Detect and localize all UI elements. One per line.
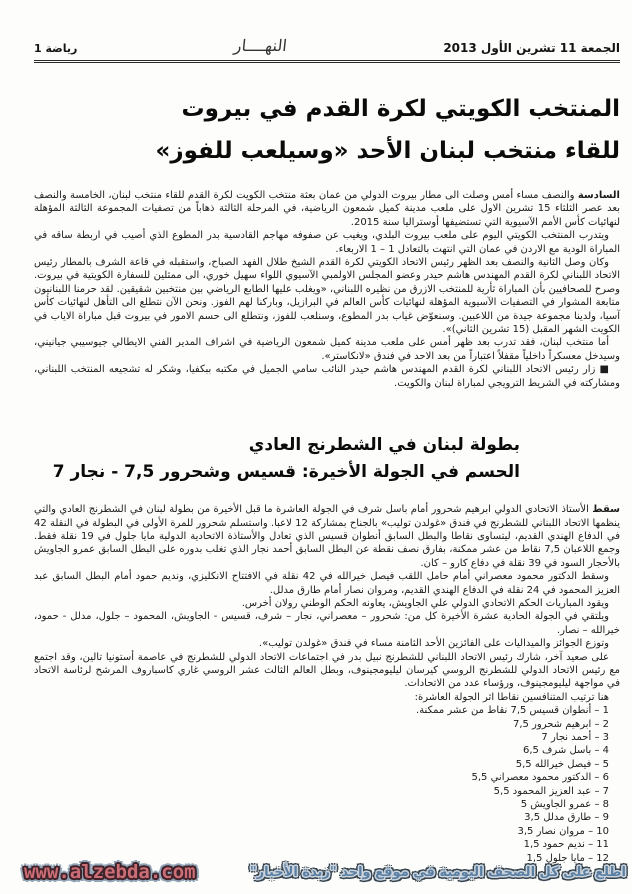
football-headline-line1: المنتخب الكويتي لكرة القدم في بيروت (181, 96, 620, 122)
chess-headline (34, 432, 520, 486)
standings-row: 10 – مروان نصار 3,5 (517, 825, 609, 837)
standings-row: 7 – عبد العزيز المحمود 5,5 (493, 785, 609, 797)
paragraph: ■ زار رئيس الاتحاد اللبناني لكرة القدم المهندس هاشم حيدر النائب سامي الجميل في مكتبه ببكفيا، وشكر له تشجيعه المنتخب اللبناني، ومشاركته في الشريط الترويجي لمباراة لبنان والكويت. (34, 364, 620, 389)
newspaper-logo: النهــــار (232, 36, 288, 55)
promo-url[interactable]: www.alzebda.com (24, 861, 196, 883)
standings-intro: هنا ترتيب المتنافسين نقاطا اثر الجولة العاشرة: (414, 691, 609, 703)
standings-list (34, 704, 620, 865)
paragraph: ويقود المباريات الحكم الاتحادي الدولي علي الجاويش، يعاونه الحكم الوطني رولان أخرس. (241, 597, 609, 609)
chess-headline-line2: الحسم في الجولة الأخيرة: قسيس وشحرور 7,5 - نجار 7 (52, 462, 520, 483)
promo-slogan: اطلع على كل الصحف اليومية في موقع واحد "زبدة الأخبار" (249, 864, 626, 880)
football-headline-line2: للقاء منتخب لبنان الأحد «وسيلعب للفوز» (155, 138, 620, 164)
standings-row: 5 – فيصل خيرالله 5,5 (515, 758, 609, 770)
standings-row: 11 – نديم حمود 1,5 (523, 839, 609, 851)
article-football-body (34, 189, 620, 390)
standings-row: 8 – عمرو الجاويش 5 (520, 799, 609, 811)
paragraph: وتوزع الجوائز والميداليات على الفائزين الأحد الثامنة مساء في فندق «غولدن توليب». (258, 638, 609, 650)
paragraph: على صعيد آخر، شارك رئيس الاتحاد اللبناني للشطرنج نبيل بدر في اجتماعات الاتحاد الدولي للشطرنج في عاصمة أستونيا تالين، وقد اجتمع مع رئيس الاتحاد الدولي للشطرنج الروسي كيرسان ليليومجينوف، وبطل العالم الثالث عشر الروسي غاري كاسباروف المرشح لرئاسة الاتحاد في مواجهة ليليومجينوف، ورؤساء عدد من الاتحادات. (34, 651, 620, 690)
page-header (34, 36, 620, 63)
paragraph: وسقط الدكتور محمود معصراني أمام حامل اللقب فيصل خيرالله في 42 نقلة في الافتتاح الانكليزي، ونديم حمود أمام البطل السابق عبد العزيز المحمود في 24 نقلة في الدفاع الهندي القديم، ومروان نصار أمام طارق مدلل. (34, 571, 620, 596)
paragraph: وكان وصل الثانية والنصف بعد الظهر رئيس الاتحاد الكويتي لكرة القدم الشيخ طلال الفهد الصباح، واستقبله في قاعة الشرف بالمطار رئيس الاتحاد اللبناني لكرة القدم المهندس هاشم حيدر وعضو المجلس الاولمبي الآسيوي اللواء سهيل خوري، الى ممثلين للسفارة الكويتية في بيروت. وصرح للصحافيين بأن المباراة ثأرية للمنتخب الازرق من نظيره اللبناني، «ويغلب عليها الطابع الرياضي بين منتخبين شقيقين. لقد حرمنا اللبنانيون متابعة المشوار في التصفيات الآسيوية المؤهلة لنهائيات كأس العالم في البرازيل، وباركنا لهم الفوز. ونحن الآن نتطلع الى التأهل لنهائيات كأس آسيا، ولدينا مجموعة جيدة من اللاعبين. وسنعوّض غياب بدر المطوع، وسنلعب للفوز، ونتطلع الى حسم الامور في بيروت قبل مباراة الاياب في الكويت الشهر المقبل (15 تشرين الثاني)». (34, 257, 620, 336)
paragraph: ويلتقي في الجولة الحادية عشرة الأخيرة كل من: شحرور – معصراني، نجار – شرف، قسيس - الجاويش، المحمود – جلول، مدلل - حمود، خيرالله – نصار. (34, 611, 620, 636)
lead-word: السادسة (577, 190, 620, 201)
standings-row: 9 – طارق مدلل 3,5 (524, 812, 609, 824)
lead-word: سقط (592, 504, 620, 516)
football-headline (34, 88, 620, 172)
standings-row: 3 – أحمد نجار 7 (541, 732, 609, 743)
promo-banner (0, 854, 632, 890)
standings-row: 4 – باسل شرف 6,5 (522, 745, 609, 757)
paragraph: أما منتخب لبنان، فقد تدرب بعد ظهر أمس على ملعب مدينة كميل شمعون الرياضية في اشراف المدير الفني الايطالي جيوسيبي جيانيني، وسيدخل معسكراً داخلياً مقفلاً اعتباراً من بعد الاحد في فندق «لانكاستر». (34, 337, 620, 362)
standings-row: 2 – ابرهيم شحرور 7,5 (512, 718, 609, 730)
issue-date: الجمعة 11 تشرين الأول 2013 (443, 41, 620, 55)
article-chess-body (34, 503, 620, 691)
standings-row: 12 – مايا جلول 1,5 (526, 852, 609, 864)
chess-headline-line1: بطولة لبنان في الشطرنج العادي (248, 435, 520, 456)
paragraph: السادسة والنصف مساء أمس وصلت الى مطار بيروت الدولي من عمان بعثة منتخب الكويت لكرة القدم للقاء منتخب لبنان، الخامسة والنصف بعد عصر الثلثاء 15 تشرين الاول على ملعب مدينة كميل شمعون الرياضية، في المرحلة الثالثة ذهاباً من تصفيات المجموعة الثالثة المؤهلة لنهائيات كأس الأمم الآسيوية التي تستضيفها أوستراليا سنة 2015. (34, 190, 620, 228)
page-content (0, 36, 632, 865)
paragraph: ويتدرب المنتخب الكويتي اليوم على ملعب بيروت البلدي، ويغيب عن صفوفه مهاجم القادسية بدر المطوع الذي أصيب في اربطة ساقه في المباراة الودية مع الاردن في عمان التي انتهت بالتعادل 1 – 1 الاربعاء. (34, 230, 620, 255)
standings-row: 6 – الدكتور محمود معصراني 5,5 (471, 772, 609, 784)
standings-row: 1 – أنطوان قسيس 7,5 نقاط من عشر ممكنة. (416, 705, 609, 717)
section-label: رياضة 1 (34, 42, 78, 55)
paragraph: سقط الأستاذ الاتحادي الدولي ابرهيم شحرور أمام باسل شرف في الجولة العاشرة ما قبل الأخيرة من بطولة لبنان في الشطرنج العادي والتي ينظمها الاتحاد اللبناني للشطرنج في فندق «غولدن توليب» بالجناح بمشاركة 12 لاعبا. واستسلم شحرور للمرة الأولى في البطولة في النقلة 42 في الدفاع الهندي القديم، ليتساوى نقاطا والبطل السابق أنطوان قسيس الذي تعادل والأستاذة الاتحادية الدولية مايا جلول في 19 نقلة فقط. وجمع اللاعبان 7,5 نقاط من عشر ممكنة، بفارق نصف نقطة عن البطل السابق أحمد نجار الذي تغلب بدوره على البطل السابق عمرو الجاويش بالأحجار السود في 39 نقلة في دفاع كارو – كان. (34, 504, 620, 569)
